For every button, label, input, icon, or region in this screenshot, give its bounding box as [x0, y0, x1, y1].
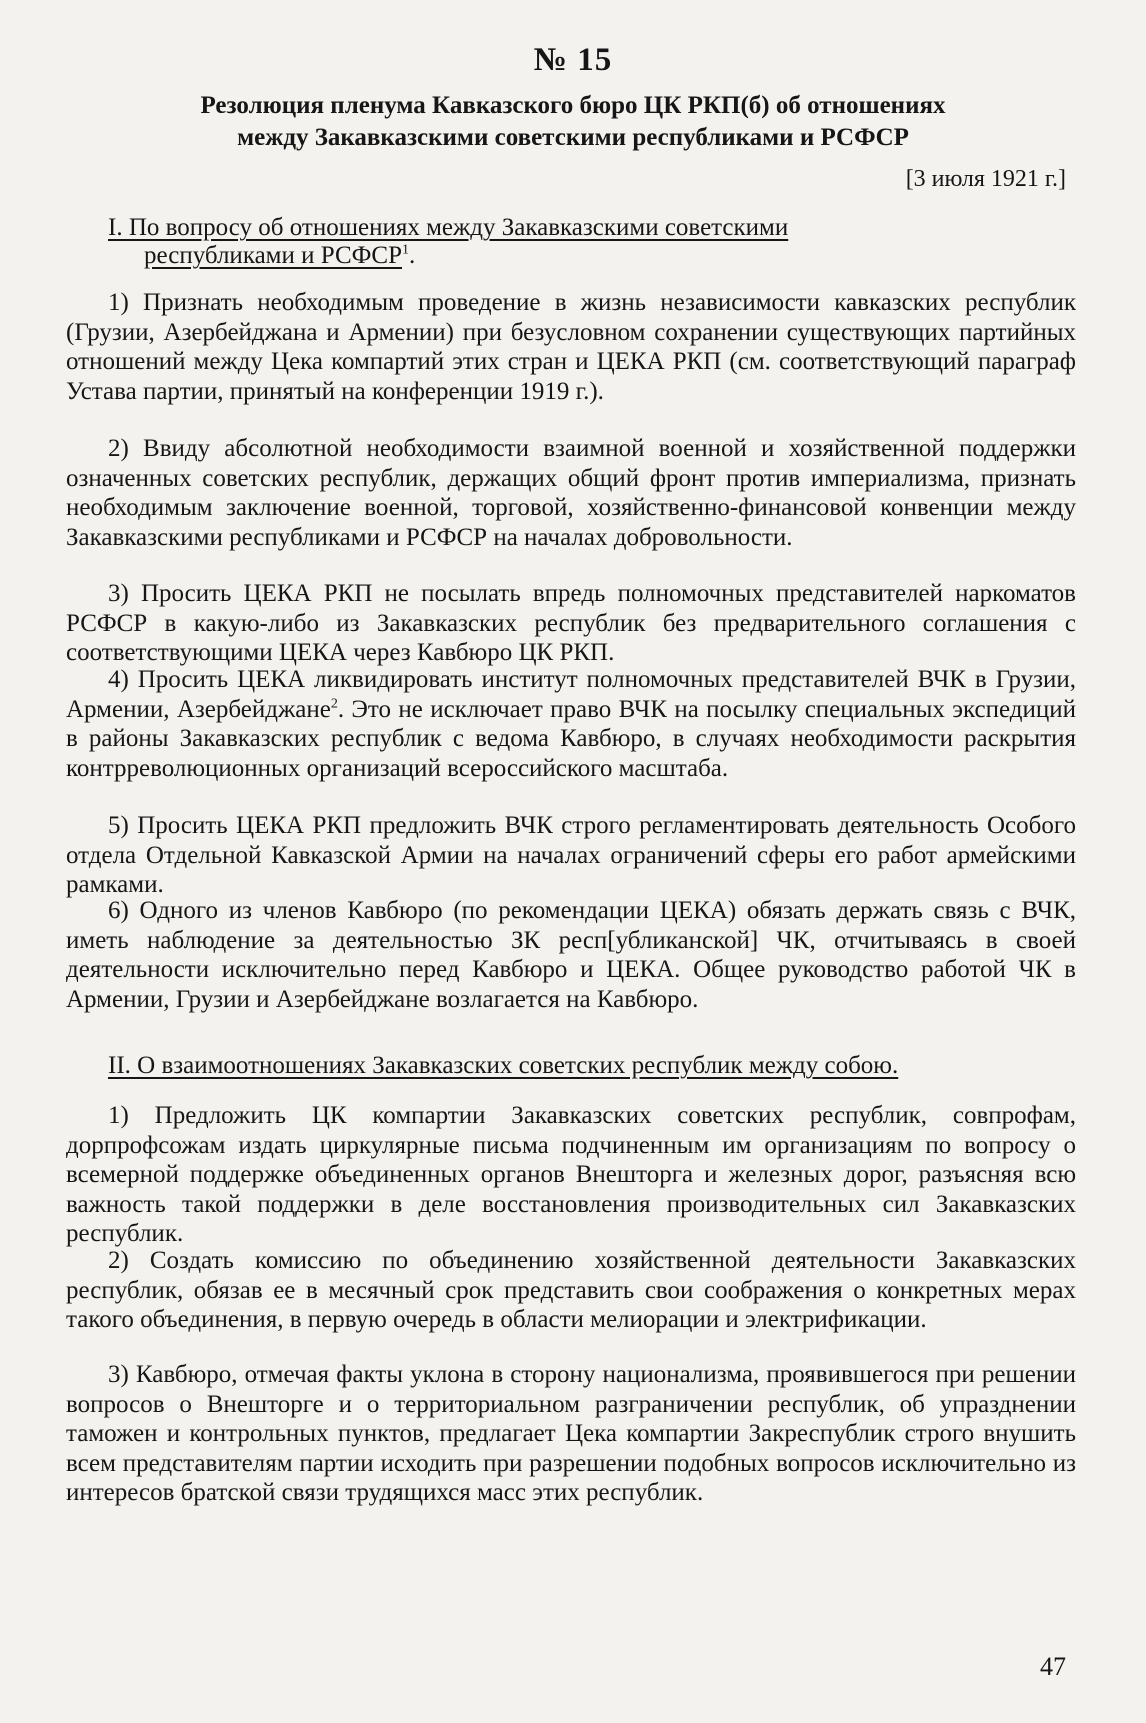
section-1-paragraph-4 [66, 665, 1076, 783]
paragraph-4-text-b: . Это не исключает право ВЧК на посылку специальных экспедиций в районы Закавказских республик с ведома Кавбюро, в случаях необходимости раскрытия контрреволюционных организаций всероссийского масштаба. [66, 695, 1076, 782]
document-number: № 15 [533, 42, 613, 78]
section-2-heading-text: II. О взаимоотношениях Закавказских советских республик между собою. [108, 1052, 899, 1079]
document-date: [3 июля 1921 г.] [905, 166, 1066, 192]
section-1-paragraph-1: 1) Признать необходимым проведение в жизнь независимости кавказских республик (Грузии, Азербейджана и Армении) при безусловном сохранении существующих партийных отношений между Цека компартий этих стран и ЦЕКА РКП (см. соответствующий параграф Устава партии, принятый на конференции 1919 г.). [66, 289, 1076, 405]
section-1-paragraph-2: 2) Ввиду абсолютной необходимости взаимной военной и хозяйственной поддержки означенных советских республик, держащих общий фронт против империализма, признать необходимым заключение военной, торговой, хозяйственно-финансовой конвенции между Закавказскими республиками и РСФСР на началах добровольности. [66, 435, 1076, 551]
section-1-heading-line-2: республиками и РСФСР [144, 242, 402, 269]
section-1-paragraph-5: 5) Просить ЦЕКА РКП предложить ВЧК строго регламентировать деятельность Особого отдела Отдельной Кавказской Армии на началах ограничений сферы его работ армейскими рамками. [66, 812, 1076, 898]
footnote-mark-2: 2 [330, 696, 338, 712]
title-line-1: Резолюция пленума Кавказского бюро ЦК РКП(б) об отношениях [200, 92, 946, 119]
section-2-paragraph-3: 3) Кавбюро, отмечая факты уклона в сторону национализма, проявившегося при решении вопросов о Внешторге и о территориальном разграничении республик, об упразднении таможен и контрольных пунктов, предлагает Цека компартии Закреспублик строго внушить всем представителям партии исходить при разрешении подобных вопросов исключительно из интересов братской связи трудящихся масс этих республик. [66, 1361, 1076, 1506]
section-1-paragraph-3: 3) Просить ЦЕКА РКП не посылать впредь полномочных представителей наркоматов РСФСР в какую-либо из Закавказских республик без предварительного соглашения с соответствующими ЦЕКА через Кавбюро ЦК РКП. [66, 580, 1076, 666]
section-2-paragraph-1: 1) Предложить ЦК компартии Закавказских советских республик, совпрофам, дорпрофсожам издать циркулярные письма подчиненным им организациям по вопросу о всемерной поддержке объединенных органов Внешторга и железных дорог, разъясняя всю важность такой поддержки в деле восстановления производительных сил Закавказских республик. [66, 1102, 1076, 1247]
page-number: 47 [1040, 1652, 1066, 1681]
section-1-paragraph-6: 6) Одного из членов Кавбюро (по рекомендации ЦЕКА) обязать держать связь с ВЧК, иметь наблюдение за деятельностью ЗК респ[убликанской] ЧК, отчитываясь в своей деятельности исключительно перед Кавбюро и ЦЕКА. Общее руководство работой ЧК в Армении, Грузии и Азербейджане возлагается на Кавбюро. [66, 897, 1076, 1013]
paragraph-4-text-a: 4) Просить ЦЕКА ликвидировать институт полномочных представителей ВЧК в Грузии, Армении, Азербейджане [66, 666, 1076, 723]
section-2-heading [108, 1052, 938, 1080]
section-1-heading-line-1: I. По вопросу об отношениях между Закавказскими советскими [108, 214, 789, 241]
title-line-2: между Закавказскими советскими республиками и РСФСР [237, 124, 909, 151]
document-title [120, 90, 1026, 154]
section-2-paragraph-2: 2) Создать комиссию по объединению хозяйственной деятельности Закавказских республик, обязав ее в месячный срок представить свои соображения о конкретных мерах такого объединения, в первую очередь в области мелиорации и электрификации. [66, 1247, 1076, 1333]
section-1-heading: I. По вопросу об отношениях между Закавказскими советскими республиками и РСФСР$^1$. [108, 214, 789, 269]
footnote-mark-1: 1 [401, 242, 409, 258]
